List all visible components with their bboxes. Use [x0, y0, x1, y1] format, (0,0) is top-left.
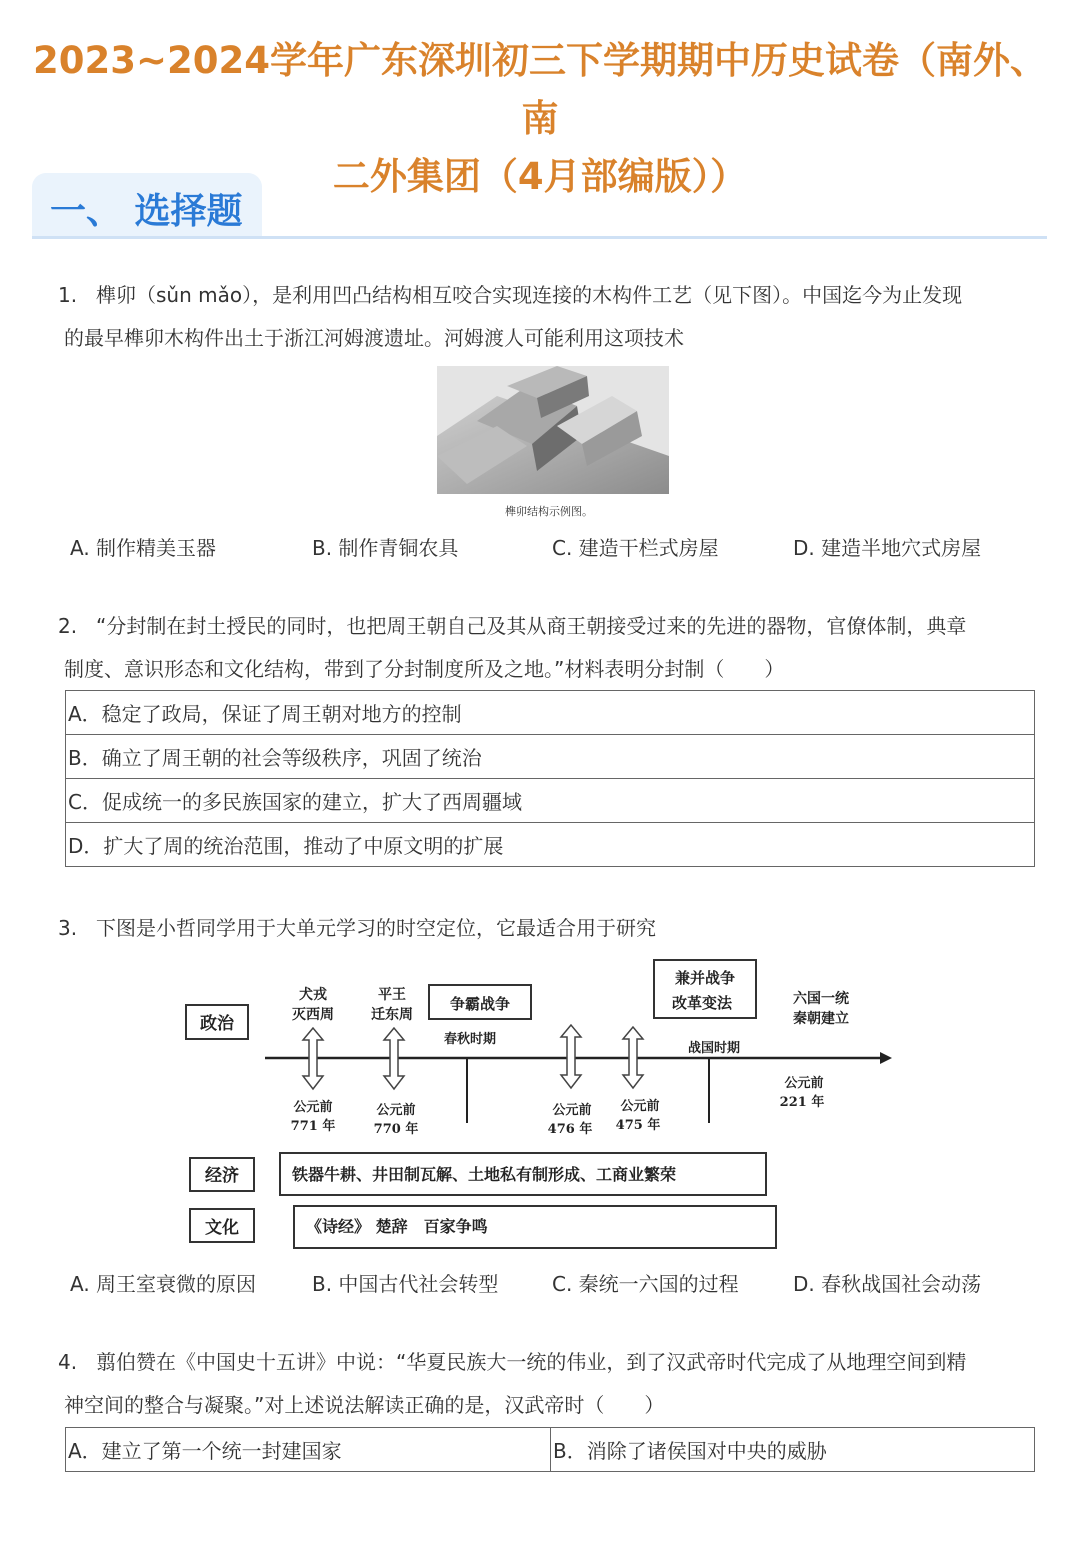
option-c[interactable]: C．促成统一的多民族国家的建立，扩大了西周疆域 [66, 779, 1035, 823]
option-a[interactable]: A．建立了第一个统一封建国家 [66, 1428, 551, 1472]
question-text: 榫卯（sǔn mǎo），是利用凹凸结构相互咬合实现连接的木构件工艺（见下图）。中国迄今为止发现 [96, 283, 963, 307]
option-b[interactable]: B. 制作青铜农具 [312, 536, 459, 560]
timeline-figure [180, 955, 900, 1255]
question-text: 下图是小哲同学用于大单元学习的时空定位，它最适合用于研究 [96, 916, 656, 940]
date-2-line-a: 公元前 [376, 1103, 416, 1118]
date-1-line-b: 771 年 [290, 1119, 336, 1134]
unification-label-b: 秦朝建立 [793, 1011, 849, 1027]
annexation-label-a: 兼并战争 [674, 969, 736, 987]
figure-caption: 榫卯结构示例图。 [505, 505, 593, 518]
option-a[interactable]: A. 制作精美玉器 [70, 536, 217, 560]
question-number: 1. [58, 283, 78, 307]
spring-autumn-label: 春秋时期 [443, 1032, 497, 1047]
economy-text: 铁器牛耕、井田制瓦解、土地私有制形成、工商业繁荣 [292, 1165, 677, 1184]
question-2 [58, 605, 1043, 691]
double-arrow-icon [561, 1025, 581, 1088]
question-text: 翦伯赞在《中国史十五讲》中说：“华夏民族大一统的伟业，到了汉武帝时代完成了从地理空间到精 [96, 1350, 967, 1374]
date-2-line-b: 770 年 [373, 1122, 419, 1137]
axis-arrow [880, 1052, 892, 1064]
date-3-line-a: 公元前 [552, 1103, 592, 1118]
question-3 [58, 907, 1043, 950]
date-4-line-b: 475 年 [615, 1118, 661, 1133]
title-line-2: 二外集团（4月部编版）） [332, 155, 748, 198]
date-5-line-a: 公元前 [784, 1076, 824, 1091]
option-c[interactable]: C. 建造干栏式房屋 [552, 536, 719, 560]
annexation-label-b: 改革变法 [671, 994, 733, 1012]
date-3-line-b: 476 年 [547, 1122, 593, 1137]
option-b[interactable]: B．消除了诸侯国对中央的威胁 [551, 1428, 1035, 1472]
economy-label: 经济 [205, 1166, 239, 1186]
unification-label-a: 六国一统 [793, 991, 849, 1007]
date-5-line-b: 221 年 [779, 1095, 825, 1110]
question-text: “分封制在封土授民的同时，也把周王朝自己及其从商王朝接受过来的先进的器物，官僚体制，典章 [96, 614, 967, 638]
date-1-line-a: 公元前 [293, 1100, 333, 1115]
section-label: 一、 选择题 [50, 191, 243, 232]
question-4-options [65, 1427, 1035, 1472]
culture-label: 文化 [205, 1218, 239, 1238]
date-4-line-a: 公元前 [620, 1099, 660, 1114]
option-a[interactable]: A．稳定了政局，保证了周王朝对地方的控制 [66, 691, 1035, 735]
culture-text: 《诗经》 楚辞 百家争鸣 [306, 1217, 488, 1236]
question-number: 2. [58, 614, 78, 638]
event-1-line-a: 犬戎 [299, 987, 327, 1003]
question-text-cont: 神空间的整合与凝聚。”对上述说法解读正确的是，汉武帝时（ ） [64, 1393, 665, 1417]
question-number: 3. [58, 916, 78, 940]
event-2-line-a: 平王 [378, 987, 406, 1003]
option-c[interactable]: C. 秦统一六国的过程 [552, 1272, 739, 1296]
question-text-cont: 制度、意识形态和文化结构，带到了分封制度所及之地。”材料表明分封制（ ） [64, 657, 785, 681]
title-line-1: 2023~2024学年广东深圳初三下学期期中历史试卷（南外、南 [33, 39, 1047, 140]
warring-states-label: 战国时期 [687, 1041, 741, 1056]
question-number: 4. [58, 1350, 78, 1374]
option-b[interactable]: B．确立了周王朝的社会等级秩序，巩固了统治 [66, 735, 1035, 779]
politics-label: 政治 [200, 1014, 234, 1034]
option-b[interactable]: B. 中国古代社会转型 [312, 1272, 499, 1296]
option-d[interactable]: D. 春秋战国社会动荡 [793, 1272, 982, 1296]
option-d[interactable]: D．扩大了周的统治范围，推动了中原文明的扩展 [66, 823, 1035, 867]
option-a[interactable]: A. 周王室衰微的原因 [70, 1272, 257, 1296]
question-text-cont: 的最早榫卯木构件出土于浙江河姆渡遗址。河姆渡人可能利用这项技术 [64, 326, 684, 350]
hegemony-label: 争霸战争 [449, 995, 511, 1013]
section-header [32, 173, 262, 237]
question-4 [58, 1341, 1043, 1427]
event-1-line-b: 灭西周 [292, 1007, 334, 1023]
mortise-tenon-figure [437, 366, 669, 494]
section-divider [32, 236, 1047, 239]
question-1 [58, 274, 1043, 360]
event-2-line-b: 迁东周 [371, 1007, 413, 1023]
option-d[interactable]: D. 建造半地穴式房屋 [793, 536, 982, 560]
question-2-options [65, 690, 1035, 867]
